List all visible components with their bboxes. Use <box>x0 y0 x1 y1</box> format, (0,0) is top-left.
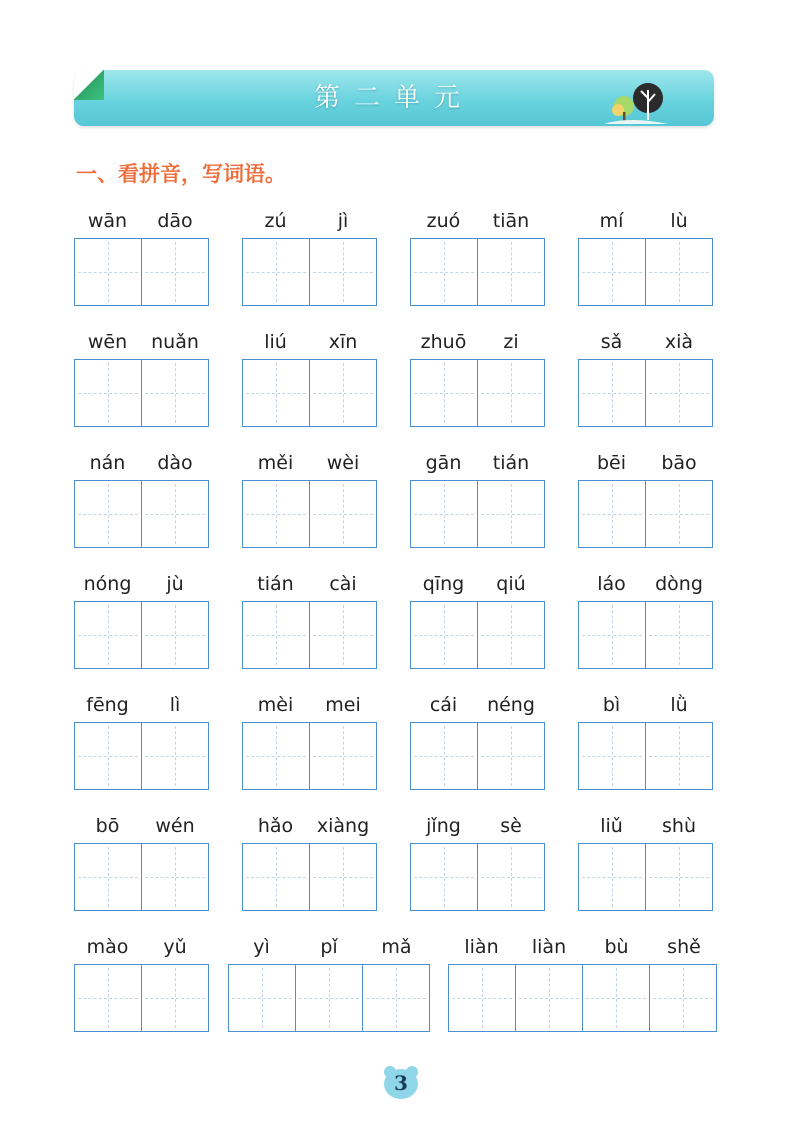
pinyin-syllable: shě <box>667 936 701 958</box>
writing-boxes <box>578 480 713 548</box>
writing-boxes <box>578 238 713 306</box>
pinyin-syllable: lǜ <box>670 694 688 716</box>
pinyin-syllable: gān <box>425 452 462 474</box>
pinyin-syllable: láo <box>597 573 626 595</box>
character-box[interactable] <box>645 239 712 305</box>
pinyin-syllable: jì <box>337 210 349 232</box>
pinyin-syllable: měi <box>257 452 294 474</box>
pinyin-syllable: tiān <box>492 210 530 232</box>
pinyin-syllable: liàn <box>464 936 499 958</box>
character-box[interactable] <box>477 481 544 547</box>
pinyin-syllable: dāo <box>157 210 193 232</box>
character-box[interactable] <box>477 239 544 305</box>
writing-boxes <box>74 722 209 790</box>
writing-boxes <box>410 722 545 790</box>
character-box[interactable] <box>411 481 477 547</box>
writing-boxes <box>410 238 545 306</box>
writing-boxes <box>242 843 377 911</box>
character-box[interactable] <box>477 844 544 910</box>
pinyin-syllable: zuó <box>426 210 461 232</box>
character-box[interactable] <box>579 602 645 668</box>
pinyin-syllable: jù <box>166 573 184 595</box>
character-box[interactable] <box>411 239 477 305</box>
character-box[interactable] <box>449 965 515 1031</box>
pinyin-syllable: yǔ <box>163 936 187 958</box>
pinyin-syllable: shù <box>662 815 696 837</box>
character-box[interactable] <box>362 965 429 1031</box>
writing-boxes <box>448 964 717 1032</box>
character-box[interactable] <box>579 360 645 426</box>
character-box[interactable] <box>75 723 141 789</box>
character-box[interactable] <box>75 239 141 305</box>
writing-boxes <box>74 843 209 911</box>
character-box[interactable] <box>309 360 376 426</box>
character-box[interactable] <box>243 723 309 789</box>
character-box[interactable] <box>141 481 208 547</box>
writing-boxes <box>74 238 209 306</box>
pinyin-syllable: nán <box>89 452 126 474</box>
pinyin-syllable: nóng <box>83 573 132 595</box>
writing-boxes <box>410 843 545 911</box>
writing-boxes <box>242 722 377 790</box>
pinyin-syllable: mèi <box>257 694 294 716</box>
pinyin-syllable: liú <box>264 331 287 353</box>
pinyin-syllable: jǐng <box>426 815 461 837</box>
writing-boxes <box>578 843 713 911</box>
writing-boxes <box>74 964 209 1032</box>
pinyin-syllable: yì <box>253 936 270 958</box>
pinyin-syllable: qīng <box>422 573 465 595</box>
writing-boxes <box>410 601 545 669</box>
pinyin-syllable: xīn <box>328 331 358 353</box>
character-box[interactable] <box>309 239 376 305</box>
pinyin-syllable: bēi <box>596 452 627 474</box>
pinyin-syllable: xiàng <box>316 815 370 837</box>
character-box[interactable] <box>75 844 141 910</box>
unit-title: 第二单元 <box>313 83 474 113</box>
character-box[interactable] <box>645 602 712 668</box>
character-box[interactable] <box>477 723 544 789</box>
character-box[interactable] <box>309 481 376 547</box>
pinyin-syllable: pǐ <box>320 936 338 958</box>
pinyin-syllable: lù <box>670 210 688 232</box>
writing-boxes <box>242 359 377 427</box>
tree-icon <box>598 76 670 126</box>
character-box[interactable] <box>411 723 477 789</box>
character-box[interactable] <box>579 481 645 547</box>
character-box[interactable] <box>75 481 141 547</box>
pinyin-syllable: tián <box>257 573 294 595</box>
writing-boxes <box>410 480 545 548</box>
character-box[interactable] <box>75 602 141 668</box>
character-box[interactable] <box>309 723 376 789</box>
character-box[interactable] <box>645 723 712 789</box>
character-box[interactable] <box>243 844 309 910</box>
character-box[interactable] <box>579 844 645 910</box>
pinyin-syllable: mào <box>86 936 129 958</box>
character-box[interactable] <box>243 360 309 426</box>
section-title: 一、看拼音，写词语。 <box>76 162 286 186</box>
writing-boxes <box>74 601 209 669</box>
pinyin-syllable: néng <box>487 694 535 716</box>
character-box[interactable] <box>75 360 141 426</box>
character-box[interactable] <box>645 481 712 547</box>
character-box[interactable] <box>579 239 645 305</box>
character-box[interactable] <box>645 844 712 910</box>
character-box[interactable] <box>309 844 376 910</box>
pinyin-syllable: cái <box>429 694 458 716</box>
character-box[interactable] <box>141 965 208 1031</box>
character-box[interactable] <box>582 965 649 1031</box>
writing-boxes <box>578 601 713 669</box>
character-box[interactable] <box>515 965 582 1031</box>
pinyin-syllable: fēng <box>86 694 129 716</box>
writing-boxes <box>578 722 713 790</box>
pinyin-syllable: bì <box>602 694 621 716</box>
character-box[interactable] <box>141 602 208 668</box>
pinyin-syllable: wēn <box>87 331 128 353</box>
character-box[interactable] <box>411 360 477 426</box>
pinyin-syllable: xià <box>664 331 694 353</box>
character-box[interactable] <box>579 723 645 789</box>
character-box[interactable] <box>141 723 208 789</box>
writing-boxes <box>242 480 377 548</box>
pinyin-syllable: tián <box>492 452 530 474</box>
pinyin-syllable: wān <box>87 210 128 232</box>
pinyin-syllable: bāo <box>661 452 697 474</box>
pinyin-syllable: mǎ <box>381 936 412 958</box>
character-box[interactable] <box>649 965 716 1031</box>
character-box[interactable] <box>295 965 362 1031</box>
pinyin-syllable: zi <box>503 331 519 353</box>
character-box[interactable] <box>411 844 477 910</box>
pinyin-syllable: dòng <box>655 573 703 595</box>
character-box[interactable] <box>141 844 208 910</box>
writing-boxes <box>242 238 377 306</box>
pinyin-syllable: zú <box>264 210 287 232</box>
pinyin-syllable: cài <box>329 573 357 595</box>
character-box[interactable] <box>141 360 208 426</box>
character-box[interactable] <box>75 965 141 1031</box>
writing-boxes <box>74 359 209 427</box>
pinyin-syllable: hǎo <box>257 815 294 837</box>
pinyin-syllable: nuǎn <box>151 331 199 353</box>
pinyin-syllable: bù <box>604 936 629 958</box>
pinyin-syllable: liǔ <box>600 815 623 837</box>
pinyin-syllable: zhuō <box>420 331 467 353</box>
writing-boxes <box>228 964 430 1032</box>
pinyin-syllable: bō <box>95 815 120 837</box>
pinyin-syllable: mí <box>599 210 624 232</box>
writing-boxes <box>410 359 545 427</box>
character-box[interactable] <box>229 965 295 1031</box>
character-box[interactable] <box>477 602 544 668</box>
character-box[interactable] <box>309 602 376 668</box>
character-box[interactable] <box>243 481 309 547</box>
character-box[interactable] <box>411 602 477 668</box>
pinyin-syllable: liàn <box>531 936 567 958</box>
character-box[interactable] <box>477 360 544 426</box>
character-box[interactable] <box>645 360 712 426</box>
pinyin-syllable: wén <box>155 815 195 837</box>
pinyin-syllable: mei <box>325 694 361 716</box>
pinyin-syllable: sǎ <box>600 331 623 353</box>
character-box[interactable] <box>243 239 309 305</box>
writing-boxes <box>242 601 377 669</box>
character-box[interactable] <box>141 239 208 305</box>
character-box[interactable] <box>243 602 309 668</box>
page-number: 3 <box>394 1071 408 1095</box>
pinyin-syllable: wèi <box>326 452 360 474</box>
pinyin-syllable: sè <box>500 815 522 837</box>
pinyin-syllable: dào <box>157 452 193 474</box>
pinyin-syllable: qiú <box>496 573 526 595</box>
writing-boxes <box>578 359 713 427</box>
pinyin-syllable: lì <box>169 694 181 716</box>
writing-boxes <box>74 480 209 548</box>
